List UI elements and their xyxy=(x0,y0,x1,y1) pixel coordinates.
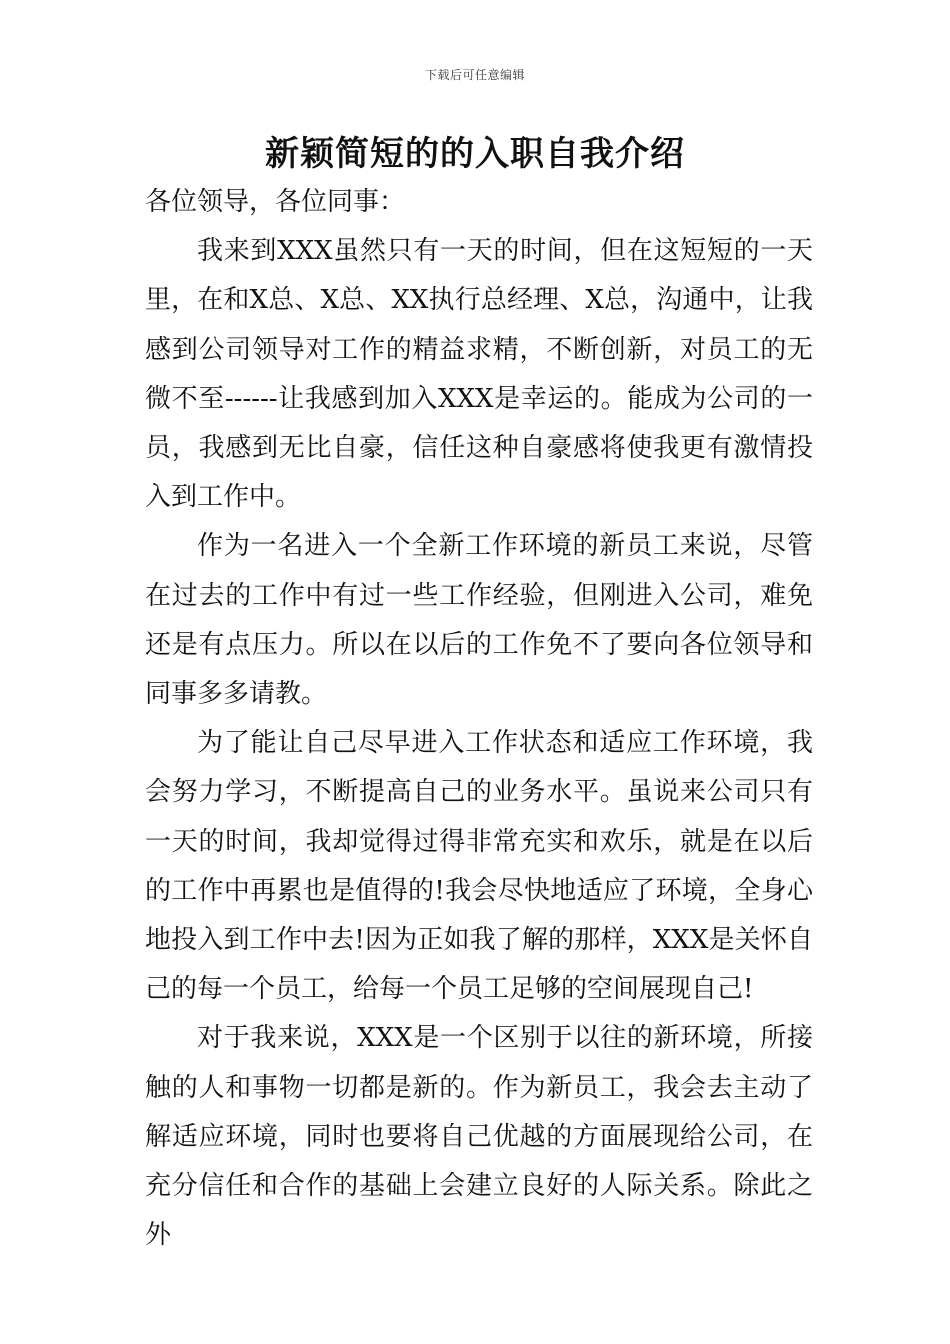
document-title: 新颖简短的的入职自我介绍 xyxy=(265,134,685,174)
body-paragraph: 为了能让自己尽早进入工作状态和适应工作环境，我会努力学习，不断提高自己的业务水平。虽说来公司只有一天的时间，我却觉得过得非常充实和欢乐，就是在以后的工作中再累也是值得的!我会尽快地适应了环境，全身心地投入到工作中去!因为正如我了解的那样，XXX是关怀自己的每一个员工，给每一个员工足够的空间展现自己! xyxy=(145,728,813,1005)
body-paragraph: 作为一名进入一个全新工作环境的新员工来说，尽管在过去的工作中有过一些工作经验，但刚进入公司，难免还是有点压力。所以在以后的工作免不了要向各位领导和同事多多请教。 xyxy=(145,531,813,710)
body-paragraph: 我来到XXX虽然只有一天的时间，但在这短短的一天里，在和X总、X总、XX执行总经理、X总，沟通中，让我感到公司领导对工作的精益求精，不断创新，对员工的无微不至------让我感到加入XXX是幸运的。能成为公司的一员，我感到无比自豪，信任这种自豪感将使我更有激情投入到工作中。 xyxy=(145,236,813,513)
document-body xyxy=(145,178,813,1260)
greeting-line: 各位领导，各位同事： xyxy=(145,187,406,217)
body-paragraph: 对于我来说，XXX是一个区别于以往的新环境，所接触的人和事物一切都是新的。作为新员工，我会去主动了解适应环境，同时也要将自己优越的方面展现给公司，在充分信任和合作的基础上会建立良好的人际关系。除此之外 xyxy=(145,1023,813,1251)
header-note: 下载后可任意编辑 xyxy=(424,68,525,82)
